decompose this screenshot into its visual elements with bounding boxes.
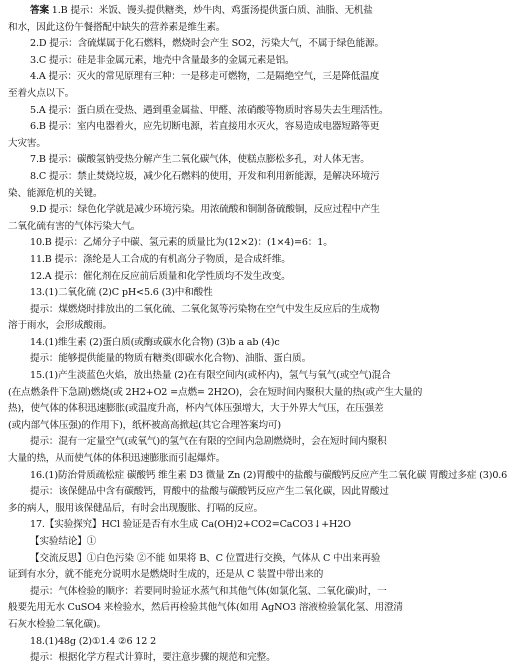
text-line: 7.B 提示：碳酸氢钠受热分解产生二氧化碳气体，使糕点膨松多孔，对人体无害。 <box>30 154 370 166</box>
text-line: 石灰水检验二氧化碳)。 <box>8 618 107 630</box>
text-line: 和水，因此这份午餐搭配中缺失的营养素是维生素。 <box>8 21 226 33</box>
text-line: 17.【实验探究】HCl 验证是否有水生成 Ca(OH)2+CO2=CaCO3↓+H2O <box>30 519 351 531</box>
text-line: 热)，使气体的体积迅速膨胀(或温度升高，杯内气体压强增大，大于外界大气压，在压强差 <box>8 403 384 415</box>
text-line: 12.A 提示：催化剂在反应前后质量和化学性质均不发生改变。 <box>30 270 291 282</box>
text-line: 6.B 提示：室内电器着火，应先切断电源，若直接用水灭火，容易造成电器短路等更 <box>30 121 380 133</box>
text-line: 【实验结论】① <box>30 536 97 547</box>
text-line: 10.B 提示：乙烯分子中碳、氢元素的质量比为(12×2)：(1×4)=6：1。 <box>30 237 333 249</box>
text-line: 3.C 提示：硅是非金属元素，地壳中含量最多的金属元素是铝。 <box>30 54 295 66</box>
text-line: 13.(1)二氧化硫 (2)C pH<5.6 (3)中和酸性 <box>30 287 213 299</box>
text-line: 大量的热，从而使气体的体积迅速膨胀而引起爆炸。 <box>8 453 226 465</box>
text-line: 14.(1)维生素 (2)蛋白质(或酶或碳水化合物) (3)b a ab (4)c <box>30 336 280 348</box>
text-line: 般要先用无水 CuSO4 来检验水，然后再检验其他气体(如用 AgNO3 溶液检验氯化氢、用澄清 <box>8 602 403 614</box>
text-line: 15.(1)产生淡蓝色火焰，放出热量 (2)在有限空间内(或杯内)，氢气与氧气(或空气)混合 <box>30 370 391 382</box>
text-line: 提示：混有一定量空气(或氧气)的氢气在有限的空间内急剧燃烧时，会在短时间内聚积 <box>30 436 387 448</box>
text-line: (或内部气体压强)的作用下)，纸杯被高高掀起(其它合理答案均可) <box>8 419 281 431</box>
text-line: 8.C 提示：禁止焚烧垃圾，减少化石燃料的使用，开发和利用新能源，是解决环境污 <box>30 170 380 182</box>
text-line: 染、能源危机的关键。 <box>8 187 103 199</box>
text-line: 提示：能够提供能量的物质有糖类(即碳水化合物)、油脂、蛋白质。 <box>30 353 312 365</box>
text-line: 5.A 提示：蛋白质在受热、遇到重金属盐、甲醛、浓硝酸等物质时容易失去生理活性。 <box>30 104 389 116</box>
answer-heading: 答案 <box>30 5 49 16</box>
text-line: 9.D 提示：绿色化学就是减少环境污染。用浓硫酸和铜制备硫酸铜，反应过程中产生 <box>30 204 380 216</box>
text-line: 16.(1)防治骨质疏松症 碳酸钙 维生素 D3 微量 Zn (2)胃酸中的盐酸与碳酸钙反应产生二氧化碳 胃酸过多症 (3)0.6 <box>30 469 507 481</box>
text-line: 18.(1)48g (2)①1.4 ②6 12 2 <box>30 635 157 647</box>
text-line: (在点燃条件下急剧)燃烧(或 2H2+O2 =点燃= 2H2O)，会在短时间内聚积大量的热(或产生大量的 <box>8 386 423 398</box>
text-line: 溶于雨水，会形成酸雨。 <box>8 320 112 332</box>
text-line: 多的病人，服用该保健品后，有时会出现腹胀、打嗝的反应。 <box>8 502 263 514</box>
text-line: 大灾害。 <box>8 137 46 149</box>
text-line: 证到有水分，就不能充分说明水是燃烧时生成的，还是从 C 装置中带出来的 <box>8 569 324 581</box>
text-line: 提示：该保健品中含有碳酸钙，胃酸中的盐酸与碳酸钙反应产生二氧化碳，因此胃酸过 <box>30 486 389 498</box>
text-line: 4.A 提示：灭火的常见原理有三种：一是移走可燃物，二是隔绝空气，三是降低温度 <box>30 71 380 83</box>
text-line: 提示：根据化学方程式计算时，要注意步骤的规范和完整。 <box>30 652 276 664</box>
text-line: 【交流反思】①白色污染 ②不能 如果将 B、C 位置进行交换，气体从 C 中出来再验 <box>30 552 381 564</box>
text-line: 2.D 提示：含硫煤属于化石燃料，燃烧时会产生 SO2，污染大气，不属于绿色能源。 <box>30 38 384 50</box>
text-line: 至着火点以下。 <box>8 87 75 99</box>
text-line: 提示：气体检验的顺序：若要同时验证水蒸气和其他气体(如氯化氢、二氧化碳)时，一 <box>30 585 387 597</box>
line-text: 1.B 提示：米饭、馒头提供糖类，炒牛肉、鸡蛋汤提供蛋白质、油脂、无机盐 <box>51 5 373 16</box>
text-line: 11.B 提示：涤纶是人工合成的有机高分子物质，是合成纤维。 <box>30 253 291 265</box>
text-line: 提示：煤燃烧时排放出的二氧化硫、二氧化氮等污染物在空气中发生反应后的生成物 <box>30 303 380 315</box>
text-line: 二氧化硫有害的气体污染大气。 <box>8 220 141 232</box>
text-line <box>8 3 431 20</box>
